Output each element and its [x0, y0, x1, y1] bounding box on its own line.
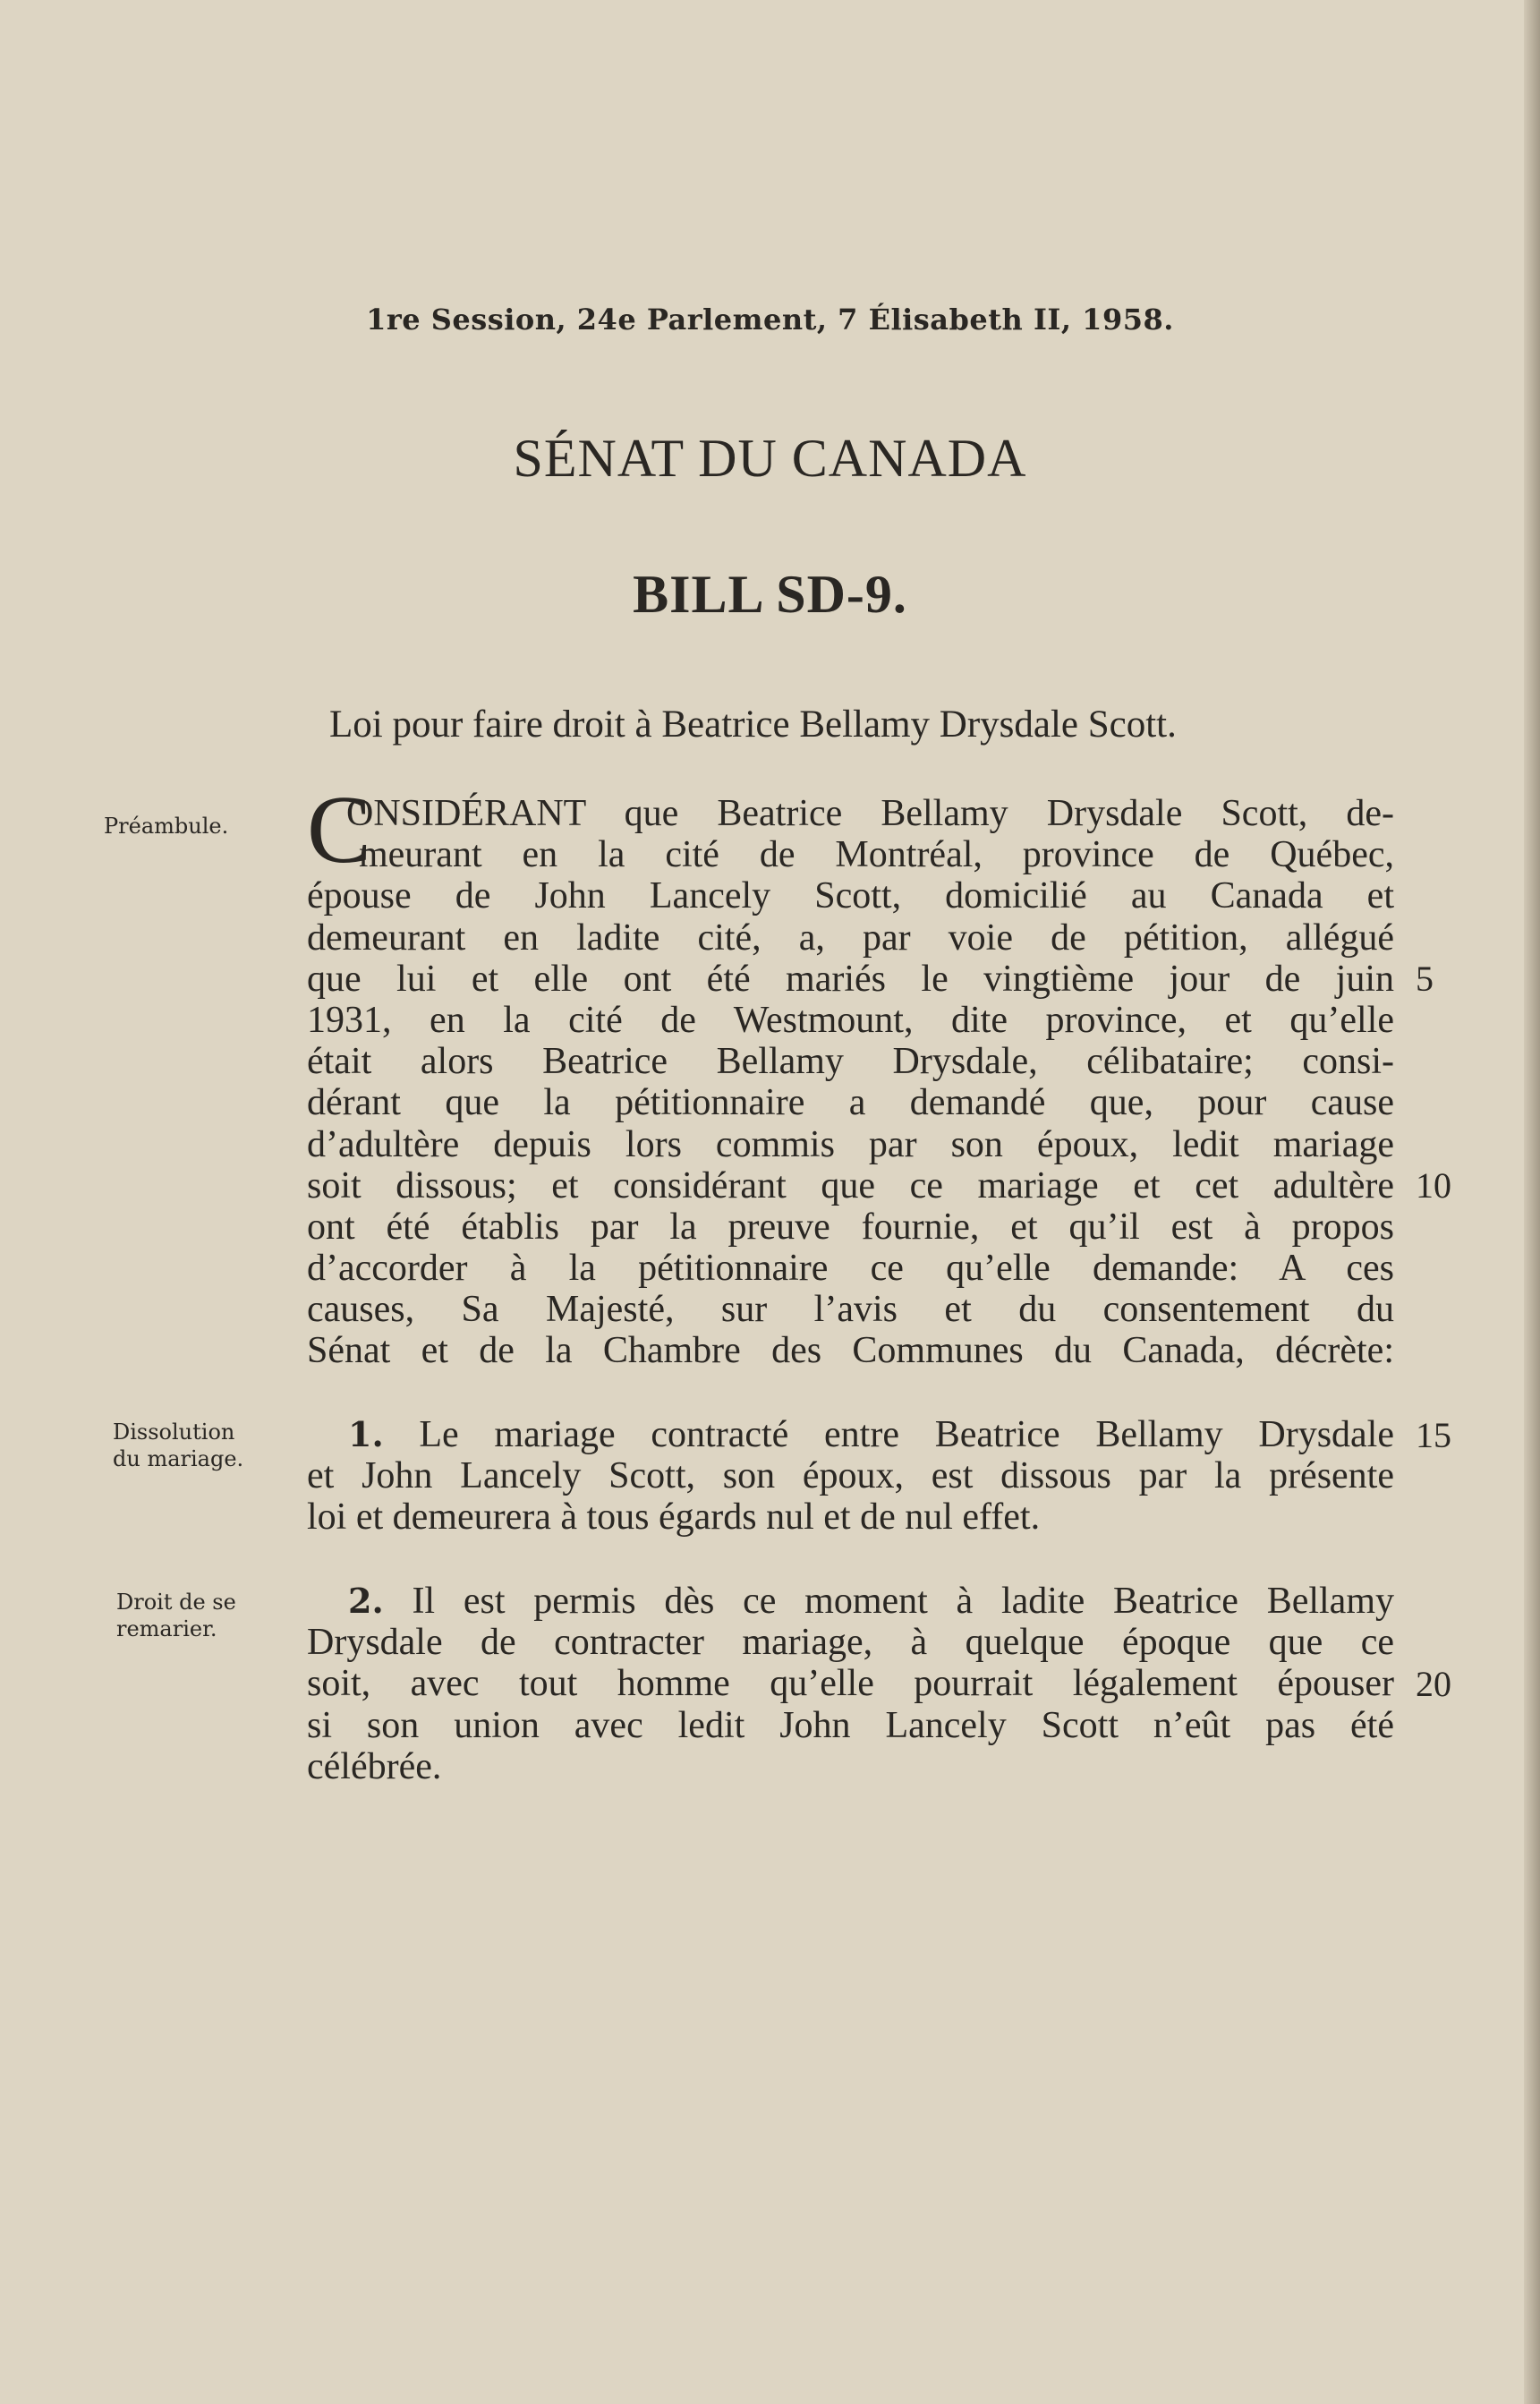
margin-note-line: du mariage.: [113, 1446, 244, 1471]
act-title: Loi pour faire droit à Beatrice Bellamy Drysdale Scott.: [329, 703, 1177, 746]
margin-note-line: remarier.: [116, 1616, 217, 1641]
page-edge: [1524, 0, 1540, 2404]
section-2-first-line: [307, 1581, 1394, 1622]
section-line: si son union avec ledit John Lancely Scott n’eût pas été: [307, 1704, 1394, 1746]
section-line: loi et demeurera à tous égards nul et de nul effet.: [307, 1496, 1041, 1539]
margin-note-preamble-text: Préambule.: [104, 814, 229, 839]
preamble-line: ONSIDÉRANT que Beatrice Bellamy Drysdale Scott, de-: [346, 793, 1394, 834]
section-line: Il est permis dès ce moment à ladite Beatrice Bellamy: [412, 1581, 1394, 1622]
preamble-line: meurant en la cité de Montréal, province de Québec,: [359, 834, 1394, 876]
senate-title: SÉNAT DU CANADA: [513, 429, 1027, 488]
preamble-line: d’accorder à la pétitionnaire ce qu’elle demande: A ces: [307, 1248, 1394, 1290]
session-line: 1re Session, 24e Parlement, 7 Élisabeth II, 1958.: [366, 303, 1174, 337]
preamble-line: soit dissous; et considérant que ce mariage et cet adultère: [307, 1164, 1394, 1206]
section-1: [307, 1414, 1394, 1539]
preamble-line: dérant que la pétitionnaire a demandé que, pour cause: [307, 1082, 1394, 1124]
preamble-line: causes, Sa Majesté, sur l’avis et du consentement du: [307, 1289, 1394, 1331]
preamble-dropcap: C: [307, 777, 372, 883]
section-2: [307, 1581, 1394, 1787]
section-number: 1.: [348, 1414, 384, 1454]
section-line: et John Lancely Scott, son époux, est dissous par la présente: [307, 1455, 1394, 1497]
section-line: célébrée.: [307, 1745, 442, 1787]
section-line: Drysdale de contracter mariage, à quelque époque que ce: [307, 1622, 1394, 1664]
line-number-10: 10: [1416, 1165, 1451, 1206]
preamble-line: ont été établis par la preuve fournie, et qu’il est à propos: [307, 1206, 1394, 1248]
preamble-line: demeurant en ladite cité, a, par voie de pétition, allégué: [307, 916, 1394, 959]
section-line: soit, avec tout homme qu’elle pourrait légalement épouser: [307, 1663, 1394, 1705]
margin-note-preamble: [104, 813, 283, 840]
preamble-line: 1931, en la cité de Westmount, dite province, et qu’elle: [307, 999, 1394, 1041]
preamble-text: [307, 793, 1394, 1372]
line-number-20: 20: [1416, 1664, 1451, 1704]
section-line: Le mariage contracté entre Beatrice Bellamy Drysdale: [419, 1414, 1394, 1455]
preamble-line: d’adultère depuis lors commis par son époux, ledit mariage: [307, 1123, 1394, 1165]
preamble-line: était alors Beatrice Bellamy Drysdale, célibataire; consi-: [307, 1041, 1394, 1083]
section-1-first-line: [307, 1414, 1394, 1455]
bill-title: BILL SD-9.: [633, 565, 907, 624]
margin-note-line: Droit de se: [116, 1590, 236, 1615]
margin-note-remarry: [116, 1589, 295, 1642]
margin-note-line: Dissolution: [113, 1419, 235, 1445]
preamble-line: Sénat et de la Chambre des Communes du Canada, décrète:: [307, 1330, 1394, 1372]
line-number-5: 5: [1416, 959, 1434, 999]
preamble-line: que lui et elle ont été mariés le vingtième jour de juin: [307, 958, 1394, 1000]
preamble-line: épouse de John Lancely Scott, domicilié au Canada et: [307, 875, 1394, 917]
margin-note-dissolution: [113, 1419, 292, 1472]
line-number-15: 15: [1416, 1415, 1451, 1455]
section-number: 2.: [348, 1581, 384, 1621]
